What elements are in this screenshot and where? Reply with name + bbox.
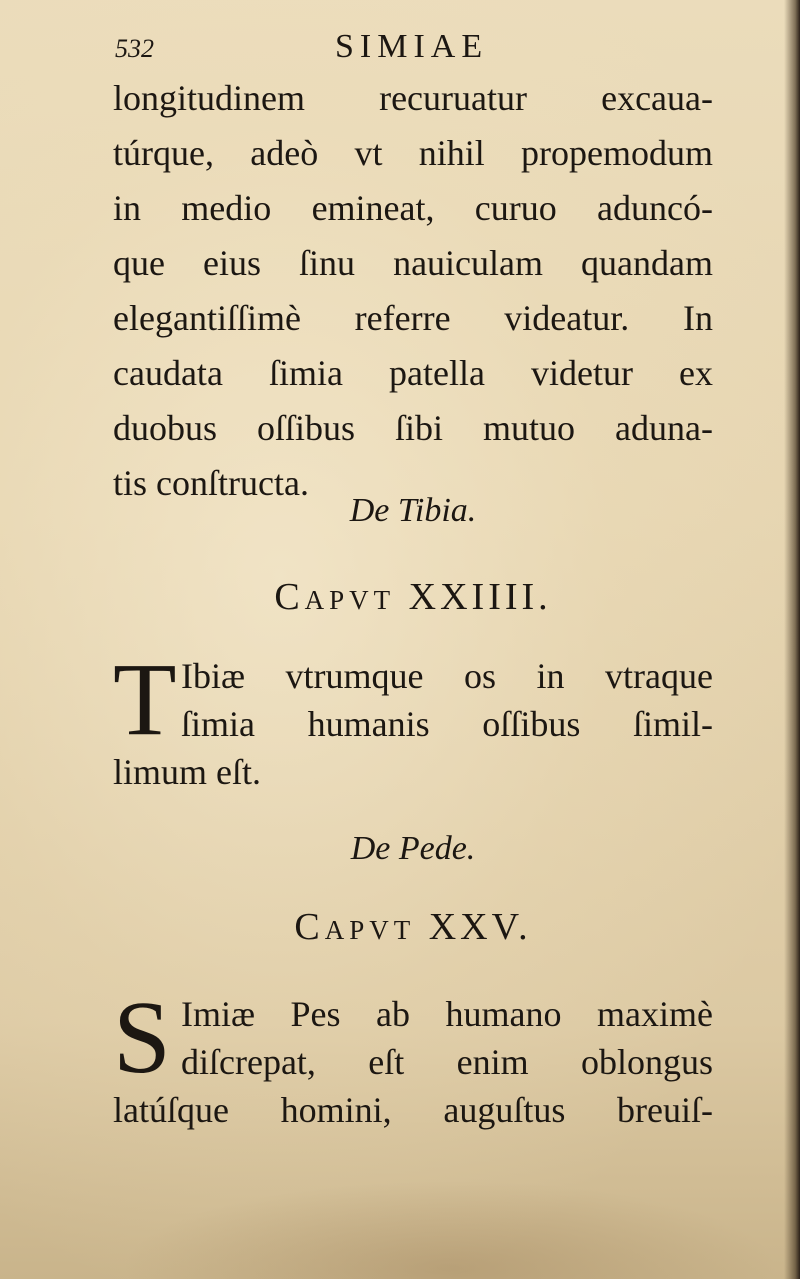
paragraph-continuation xyxy=(113,71,713,511)
paragraph-tibia xyxy=(113,642,713,796)
caput-number: XXV. xyxy=(428,906,532,948)
chapter-heading-tibia xyxy=(113,575,713,619)
text-line: Ibiæ vtrumque os in vtraque xyxy=(181,656,713,696)
text-line: longitudinem recuruatur excaua- xyxy=(113,78,713,118)
caput-word: Capvt xyxy=(294,906,416,948)
page-header xyxy=(115,28,715,74)
text-line: tis conſtructa. xyxy=(113,463,309,503)
page-edge-shadow xyxy=(784,0,800,1279)
text-line: caudata ſimia patella videtur ex xyxy=(113,353,713,393)
paper-stain xyxy=(120,1180,780,1279)
text-line: latúſque homini, auguſtus breuiſ- xyxy=(113,1090,713,1130)
drop-cap-letter: T xyxy=(113,642,177,757)
chapter-heading-pede xyxy=(113,905,713,949)
text-line: limum eſt. xyxy=(113,752,261,792)
text-line: ſimia humanis oſſibus ſimil- xyxy=(181,704,713,744)
running-head: SIMIAE xyxy=(335,28,489,65)
paragraph-pede xyxy=(113,980,713,1134)
text-line: que eius ſinu nauiculam quandam xyxy=(113,243,713,283)
text-line: in medio emineat, curuo aduncó- xyxy=(113,188,713,228)
text-line: Imiæ Pes ab humano maximè xyxy=(181,994,713,1034)
text-line: elegantiſſimè referre videatur. In xyxy=(113,298,713,338)
page-number: 532 xyxy=(115,34,154,63)
section-title-tibia: De Tibia. xyxy=(349,492,477,529)
caput-word: Capvt xyxy=(274,576,396,618)
text-line: diſcrepat, eſt enim oblongus xyxy=(181,1042,713,1082)
text-line: túrque, adeò vt nihil propemodum xyxy=(113,133,713,173)
drop-cap-letter: S xyxy=(113,980,171,1095)
section-title-pede: De Pede. xyxy=(350,830,476,867)
caput-number: XXIIII. xyxy=(408,576,552,618)
text-line: duobus oſſibus ſibi mutuo aduna- xyxy=(113,408,713,448)
